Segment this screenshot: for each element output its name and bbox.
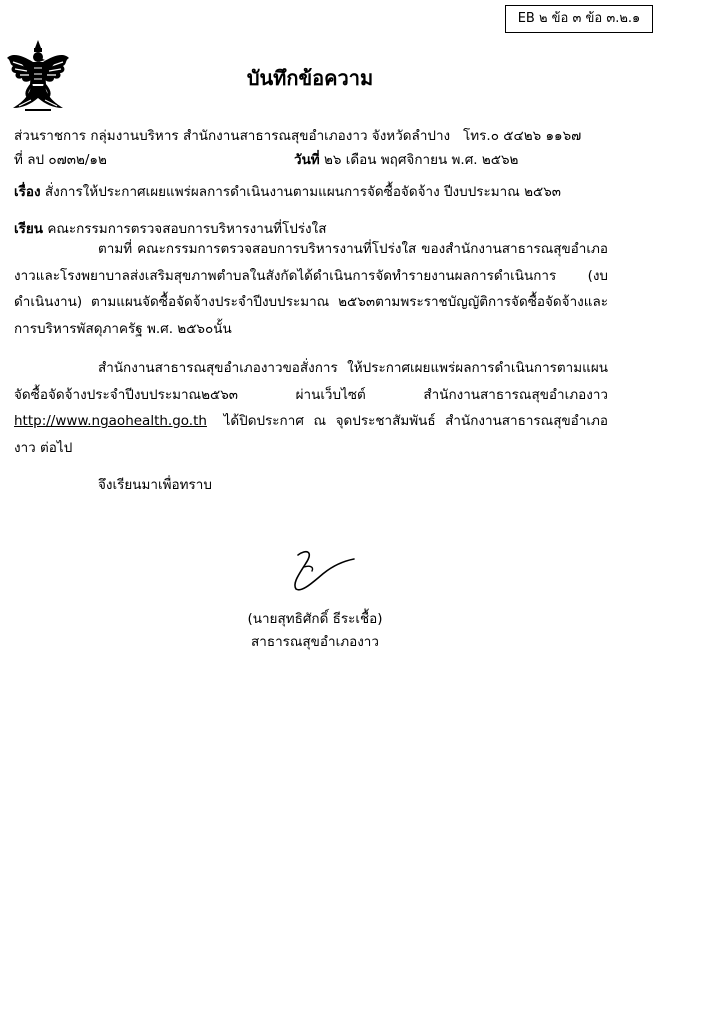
paragraph-2-end: ได้ปิดประกาศ ณ จุดประชาสัมพันธ์ สำนักงานสาธารณสุขอำเภองาว ต่อไป (14, 413, 608, 456)
body-paragraph-1: ตามที่ คณะกรรมการตรวจสอบการบริหารงานที่โปร่งใส ของสำนักงานสาธารณสุขอำเภองาวและโรงพยาบาลส่งเสริมสุขภาพตำบลในสังกัดได้ดำเนินการจัดทำรายงานผลการดำเนินการ (งบดำเนินงาน) ตามแผนจัดซื้อจัดจ้างประจำปีงบประมาณ ๒๕๖๓ตามพระราชบัญญัติการจัดซื้อจัดจ้างและการบริหารพัสดุภาครัฐ พ.ศ. ๒๕๖๐นั้น (14, 241, 608, 337)
reference-label: ที่ (14, 152, 23, 168)
agency-line (14, 124, 581, 146)
closing-text: จึงเรียนมาเพื่อทราบ (98, 477, 212, 493)
agency-label: ส่วนราชการ (14, 128, 87, 144)
subject-value: สั่งการให้ประกาศเผยแพร่ผลการดำเนินงานตามแผนการจัดซื้อจัดจ้าง ปีงบประมาณ ๒๕๖๓ (44, 184, 561, 200)
document-reference-box: EB ๒ ข้อ ๓ ข้อ ๓.๒.๑ (505, 5, 653, 33)
handwritten-signature (284, 545, 356, 595)
memo-title: บันทึกข้อความ (246, 66, 374, 90)
reference-number-line (14, 148, 107, 170)
recipient-value: คณะกรรมการตรวจสอบการบริหารงานที่โปร่งใส (47, 221, 327, 237)
subject-line (14, 180, 561, 202)
website-link[interactable]: http://www.ngaohealth.go.th (14, 413, 207, 429)
reference-value: ลป ๐๗๓๒/๑๒ (27, 152, 107, 168)
signatory-name: (นายสุทธิศักดิ์ ธีระเชื้อ) (247, 611, 383, 627)
date-value: ๒๖ เดือน พฤศจิกายน พ.ศ. ๒๕๖๒ (324, 152, 519, 168)
recipient-label: เรียน (14, 221, 44, 237)
signatory-block (230, 608, 400, 654)
subject-label: เรื่อง (14, 184, 41, 200)
date-label: วันที่ (294, 152, 320, 168)
paragraph-2-start: สำนักงานสาธารณสุขอำเภองาวขอสั่งการ ให้ประกาศเผยแพร่ผลการดำเนินการตามแผนจัดซื้อจัดจ้างประจำปีงบประมาณ๒๕๖๓ ผ่านเว็บไซต์ สำนักงานสาธารณสุขอำเภองาว (14, 360, 608, 403)
agency-phone: โทร.๐ ๕๔๒๖ ๑๑๖๗ (463, 128, 582, 144)
signatory-position: สาธารณสุขอำเภองาว (251, 634, 379, 650)
date-line (294, 148, 518, 170)
body-paragraph-2 (14, 355, 608, 461)
agency-value: กลุ่มงานบริหาร สำนักงานสาธารณสุขอำเภองาว จังหวัดลำปาง (90, 128, 451, 144)
